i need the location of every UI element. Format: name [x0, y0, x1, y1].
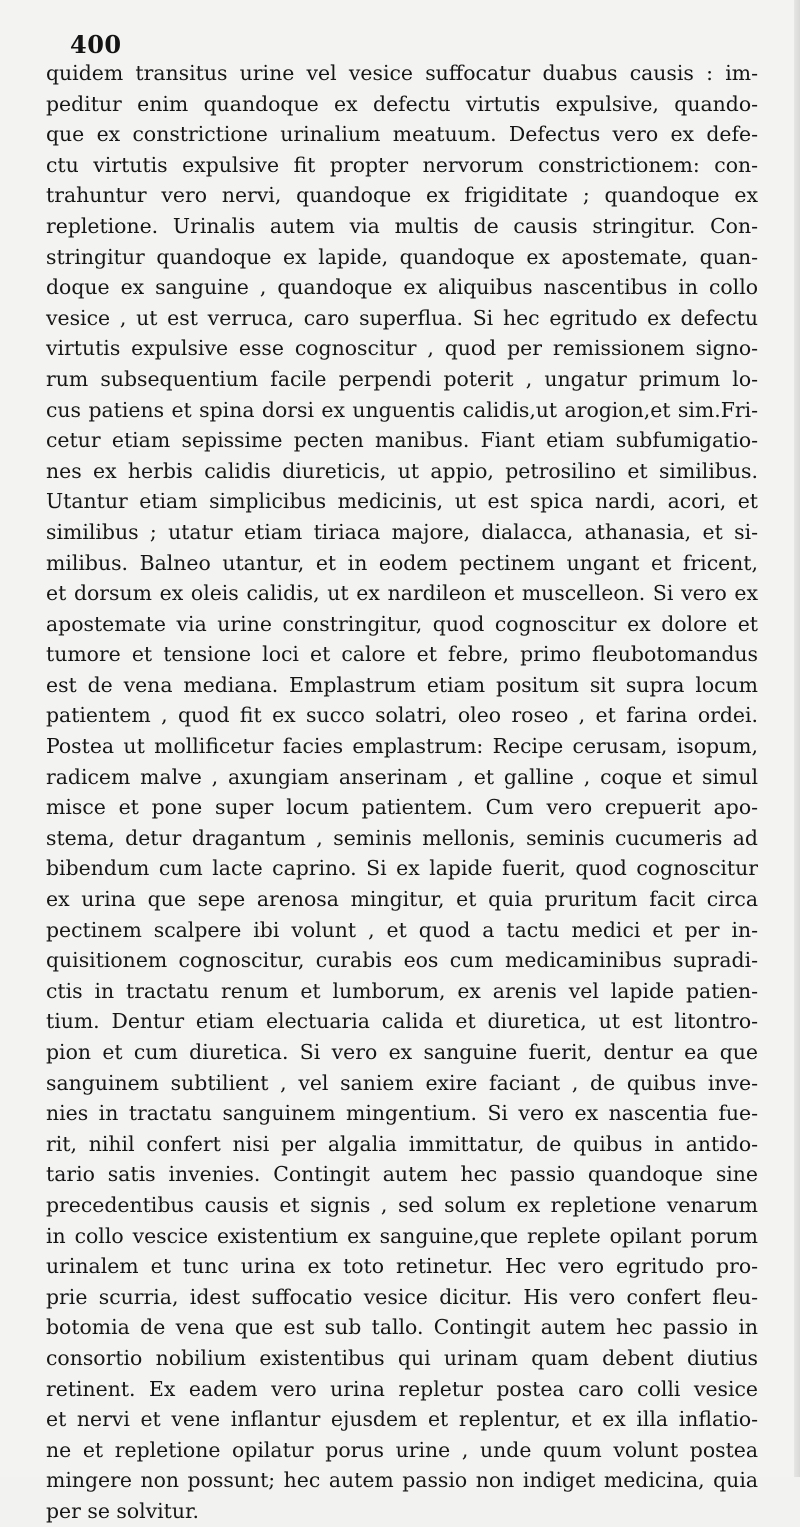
- text-line: radicem malve , axungiam anserinam , et galline , coque et simul: [46, 764, 758, 789]
- text-line: retinent. Ex eadem vero urina repletur postea caro colli vesice: [46, 1376, 758, 1401]
- text-line: stema, detur dragantum , seminis mellonis, seminis cucumeris ad: [46, 825, 758, 850]
- page-edge-shadow: [794, 0, 800, 1477]
- text-line: ex urina que sepe arenosa mingitur, et quia pruritum facit circa: [46, 887, 758, 912]
- text-line: botomia de vena que est sub tallo. Contingit autem hec passio in: [46, 1315, 758, 1340]
- text-line: quisitionem cognoscitur, curabis eos cum medicaminibus supradi-: [46, 948, 758, 973]
- text-line: urinalem et tunc urina ex toto retinetur. Hec vero egritudo pro-: [46, 1254, 758, 1279]
- text-line: Postea ut mollificetur facies emplastrum: Recipe cerusam, isopum,: [46, 734, 758, 759]
- text-line: tumore et tensione loci et calore et febre, primo fleubotomandus: [46, 642, 758, 667]
- text-line: pion et cum diuretica. Si vero ex sanguine fuerit, dentur ea que: [46, 1040, 758, 1064]
- text-line: virtutis expulsive esse cognoscitur , quod per remissionem signo-: [46, 336, 758, 361]
- page-number: 400: [70, 30, 122, 59]
- text-line: vesice , ut est verruca, caro superflua. Si hec egritudo ex defectu: [46, 305, 758, 330]
- body-text: [46, 58, 758, 1527]
- text-line: bibendum cum lacte caprino. Si ex lapide fuerit, quod cognoscitur: [46, 856, 758, 881]
- text-line: quidem transitus urine vel vesice suffocatur duabus causis : im-: [46, 61, 758, 85]
- text-line: mingere non possunt; hec autem passio non indiget medicina, quia: [46, 1468, 758, 1493]
- text-line: consortio nobilium existentibus qui urinam quam debent diutius: [46, 1345, 758, 1370]
- text-line: tium. Dentur etiam electuaria calida et diuretica, ut est litontro-: [46, 1009, 758, 1034]
- text-line: similibus ; utatur etiam tiriaca majore, dialacca, athanasia, et si-: [46, 519, 758, 544]
- text-line: que ex constrictione urinalium meatuum. Defectus vero ex defe-: [46, 122, 758, 147]
- text-line: patientem , quod fit ex succo solatri, oleo roseo , et farina ordei.: [46, 703, 758, 728]
- text-line: milibus. Balneo utantur, et in eodem pectinem ungant et fricent,: [46, 550, 758, 575]
- text-line: prie scurria, idest suffocatio vesice dicitur. His vero confert fleu-: [46, 1284, 758, 1309]
- text-line: peditur enim quandoque ex defectu virtutis expulsive, quando-: [46, 91, 758, 116]
- text-line: sanguinem subtilient , vel saniem exire faciant , de quibus inve-: [46, 1070, 758, 1095]
- text-line-last: per se solvitur.: [46, 1498, 199, 1523]
- text-line: Utantur etiam simplicibus medicinis, ut est spica nardi, acori, et: [46, 489, 758, 514]
- text-line: stringitur quandoque ex lapide, quandoque ex apostemate, quan-: [46, 244, 758, 269]
- text-line: est de vena mediana. Emplastrum etiam positum sit supra locum: [46, 672, 758, 697]
- text-line: apostemate via urine constringitur, quod cognoscitur ex dolore et: [46, 611, 758, 636]
- text-line: precedentibus causis et signis , sed solum ex repletione venarum: [46, 1192, 758, 1217]
- text-line: ctis in tractatu renum et lumborum, ex arenis vel lapide patien-: [46, 978, 758, 1003]
- text-line: et dorsum ex oleis calidis, ut ex nardileon et muscelleon. Si vero ex: [46, 581, 758, 606]
- text-line: pectinem scalpere ibi volunt , et quod a tactu medici et per in-: [46, 917, 758, 942]
- text-line: doque ex sanguine , quandoque ex aliquibus nascentibus in collo: [46, 275, 758, 300]
- text-line: et nervi et vene inflantur ejusdem et replentur, et ex illa inflatio-: [46, 1407, 758, 1432]
- text-line: ctu virtutis expulsive fit propter nervorum constrictionem: con-: [46, 152, 758, 177]
- text-line: in collo vescice existentium ex sanguine,que replete opilant porum: [46, 1223, 758, 1248]
- text-line: cus patiens et spina dorsi ex unguentis calidis,ut arogion,et sim.Fri-: [46, 397, 758, 422]
- text-line: nes ex herbis calidis diureticis, ut appio, petrosilino et similibus.: [46, 458, 758, 483]
- text-line: repletione. Urinalis autem via multis de causis stringitur. Con-: [46, 213, 758, 238]
- text-line: misce et pone super locum patientem. Cum vero crepuerit apo-: [46, 795, 758, 820]
- text-line: ne et repletione opilatur porus urine , unde quum volunt postea: [46, 1437, 758, 1462]
- text-line: cetur etiam sepissime pecten manibus. Fiant etiam subfumigatio-: [46, 428, 758, 453]
- text-line: trahuntur vero nervi, quandoque ex frigiditate ; quandoque ex: [46, 183, 758, 208]
- text-line: tario satis invenies. Contingit autem hec passio quandoque sine: [46, 1162, 758, 1187]
- text-line: nies in tractatu sanguinem mingentium. Si vero ex nascentia fue-: [46, 1101, 758, 1126]
- text-line: rit, nihil confert nisi per algalia immittatur, de quibus in antido-: [46, 1131, 758, 1156]
- text-line: rum subsequentium facile perpendi poterit , ungatur primum lo-: [46, 366, 758, 391]
